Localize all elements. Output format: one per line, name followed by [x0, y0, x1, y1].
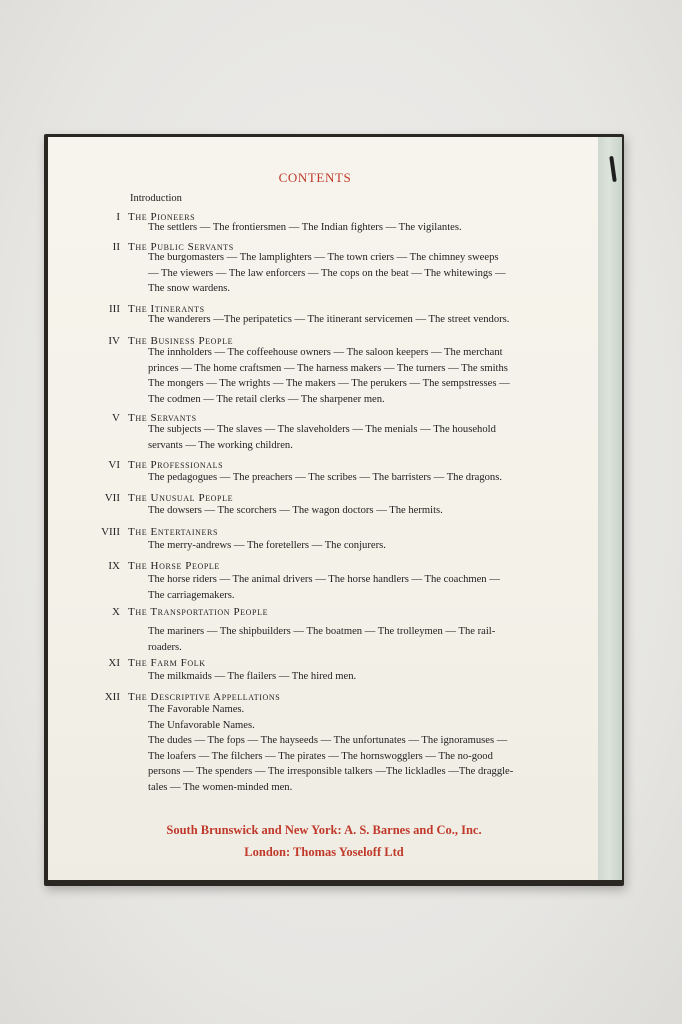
publisher-line-1: South Brunswick and New York: A. S. Barnes and Co., Inc.	[166, 823, 482, 837]
introduction-entry: Introduction	[130, 193, 182, 204]
chapter-title: The Public Servants	[128, 241, 234, 253]
entry-line: The milkmaids — The flailers — The hired men.	[148, 671, 357, 682]
publisher-line-2: London: Thomas Yoseloff Ltd	[244, 845, 404, 859]
chapter-title: The Pioneers	[128, 211, 196, 223]
entry-line: The snow wardens.	[148, 283, 231, 294]
chapter-entries	[148, 624, 548, 655]
chapter-title: The Unusual People	[128, 492, 234, 504]
chapter-numeral: IV	[108, 335, 120, 347]
chapter-numeral: XII	[104, 691, 120, 703]
jacket-spine-edge	[598, 137, 622, 880]
chapter-entries	[148, 422, 548, 453]
entry-line: The mariners — The shipbuilders — The boatmen — The trolleymen — The rail-	[148, 626, 496, 637]
chapter-numeral: III	[109, 303, 120, 315]
entry-line: The wanderers —The peripatetics — The itinerant servicemen — The street vendors.	[148, 314, 510, 325]
entry-line: The codmen — The retail clerks — The sharpener men.	[148, 393, 385, 405]
chapter-entries	[148, 702, 548, 795]
entry-line: The Unfavorable Names.	[148, 719, 255, 731]
chapter-title: The Farm Folk	[128, 657, 206, 669]
chapter-numeral: VI	[108, 459, 120, 471]
chapter-title: The Horse People	[128, 560, 220, 572]
entry-line: persons — The spenders — The irresponsible talkers —The lickladles —The draggle-	[148, 766, 514, 777]
chapter-title: The Itinerants	[128, 303, 205, 315]
chapter-entries	[148, 345, 548, 407]
entry-line: The horse riders — The animal drivers — The horse handlers — The coachmen —	[148, 574, 500, 585]
chapter-entries	[148, 312, 548, 328]
chapter-title: The Entertainers	[128, 526, 218, 538]
chapter-title: The Business People	[128, 335, 234, 347]
entry-line: princes — The home craftsmen — The harness makers — The turners — The smiths	[148, 362, 508, 374]
chapter-entries	[148, 220, 548, 236]
entry-line: The subjects — The slaves — The slaveholders — The menials — The household	[148, 424, 496, 435]
chapter-entries	[148, 572, 548, 603]
entry-line: The pedagogues — The preachers — The scribes — The barristers — The dragons.	[148, 472, 503, 483]
chapter-numeral: X	[112, 606, 120, 618]
entry-line: servants — The working children.	[148, 439, 293, 451]
chapter-numeral: VIII	[101, 526, 120, 538]
chapter-title: The Descriptive Appellations	[128, 691, 281, 703]
entry-line: The loafers — The filchers — The pirates — The hornswogglers — The no-good	[148, 750, 493, 762]
chapter-entries	[148, 470, 548, 486]
entry-line: The dowsers — The scorchers — The wagon doctors — The hermits.	[148, 505, 443, 516]
chapter-entries	[148, 669, 548, 685]
entry-line: The carriagemakers.	[148, 589, 235, 601]
chapter-entries	[148, 250, 548, 297]
entry-line: The dudes — The fops — The hayseeds — The unfortunates — The ignoramuses —	[148, 735, 508, 746]
chapter-title: The Professionals	[128, 459, 224, 471]
entry-line: The burgomasters — The lamplighters — The town criers — The chimney sweeps	[148, 252, 499, 263]
chapter-numeral: I	[116, 211, 120, 223]
entry-line: tales — The women-minded men.	[148, 781, 293, 793]
entry-line: The mongers — The wrights — The makers — The perukers — The sempstresses —	[148, 378, 510, 389]
entry-line: The settlers — The frontiersmen — The Indian fighters — The vigilantes.	[148, 222, 462, 233]
entry-line: roaders.	[148, 641, 182, 653]
entry-line: The innholders — The coffeehouse owners — The saloon keepers — The merchant	[148, 347, 503, 358]
contents-heading: CONTENTS	[278, 170, 352, 185]
chapter-numeral: XI	[108, 657, 120, 669]
chapter-numeral: VII	[104, 492, 120, 504]
chapter-title: The Servants	[128, 412, 197, 424]
entry-line: — The viewers — The law enforcers — The cops on the beat — The whitewings —	[148, 267, 506, 279]
chapter-numeral: II	[112, 241, 120, 253]
chapter-entries	[148, 503, 548, 519]
chapter-numeral: IX	[108, 560, 120, 572]
chapter-title: The Transportation People	[128, 606, 269, 618]
chapter-numeral: V	[112, 412, 120, 424]
entry-line: The merry-andrews — The foretellers — The conjurers.	[148, 540, 386, 551]
entry-line: The Favorable Names.	[148, 704, 245, 715]
chapter-entries	[148, 538, 548, 554]
